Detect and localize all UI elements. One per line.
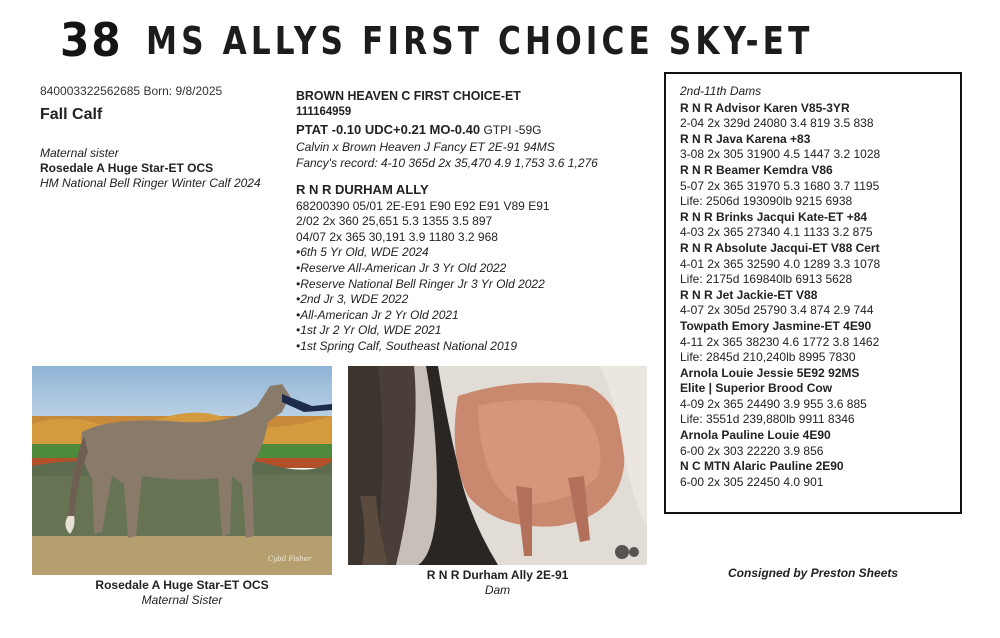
ancestral-dam-record: Life: 3551d 239,880lb 9911 8346 [680, 412, 855, 427]
dam-block [296, 182, 550, 355]
maternal-sister-label: Maternal sister [40, 146, 119, 160]
ancestral-dam-name: R N R Absolute Jacqui-ET V88 Cert [680, 240, 880, 255]
ancestral-dam-name: R N R Beamer Kemdra V86 [680, 162, 833, 177]
ancestral-dam-record: 4-01 2x 365 32590 4.0 1289 3.3 1078 [680, 256, 881, 271]
ancestral-dam-record: 6-00 2x 305 22450 4.0 901 [680, 474, 824, 489]
svg-text:Cybil Fisher: Cybil Fisher [268, 555, 312, 563]
sire-registration: 111164959 [296, 104, 352, 118]
lot-number: 38 [60, 13, 123, 67]
dam-honor: •1st Jr 2 Yr Old, WDE 2021 [296, 323, 442, 338]
ancestral-dam-record: 6-00 2x 303 22220 3.9 856 [680, 443, 824, 458]
sire-gtpi: GTPI -59G [480, 123, 542, 137]
dams-list [680, 101, 960, 491]
dam-name: R N R DURHAM ALLY [296, 182, 429, 197]
dam-honor: •2nd Jr 3, WDE 2022 [296, 292, 409, 307]
ancestral-dam-name: R N R Jet Jackie-ET V88 [680, 287, 818, 302]
dams-heading: 2nd-11th Dams [680, 84, 762, 98]
ancestral-dam-name: R N R Java Karena +83 [680, 131, 811, 146]
dam-photo [348, 366, 647, 565]
ancestral-dam-record: Life: 2845d 210,240lb 8995 7830 [680, 350, 856, 365]
caption-dam-role: Dam [484, 583, 511, 597]
dam-line: 2/02 2x 360 25,651 5.3 1355 3.5 897 [296, 214, 493, 229]
ancestral-dam-name: Arnola Pauline Louie 4E90 [680, 428, 831, 443]
ancestral-dam-record: 2-04 2x 329d 24080 3.4 819 3.5 838 [680, 116, 874, 131]
maternal-sister-caption [32, 578, 332, 608]
maternal-sister-award: HM National Bell Ringer Winter Calf 2024 [40, 176, 261, 190]
ancestral-dam-name: R N R Advisor Karen V85-3YR [680, 100, 850, 115]
sire-pedigree: Calvin x Brown Heaven J Fancy ET 2E-91 94MS [296, 140, 555, 154]
ancestral-dam-record: 3-08 2x 305 31900 4.5 1447 3.2 1028 [680, 147, 881, 162]
consignor-line: Consigned by Preston Sheets [728, 566, 899, 580]
caption-sister-role: Maternal Sister [141, 593, 223, 607]
ancestral-dam-name: Towpath Emory Jasmine-ET 4E90 [680, 318, 872, 333]
dam-caption [348, 568, 647, 598]
ancestral-dam-record: Life: 2175d 169840lb 6913 5628 [680, 272, 853, 287]
dam-honor: •6th 5 Yr Old, WDE 2024 [296, 245, 429, 260]
dam-honor: •All-American Jr 2 Yr Old 2021 [296, 307, 459, 322]
caption-dam-name: R N R Durham Ally 2E-91 [426, 568, 569, 582]
sire-ptat: PTAT -0.10 UDC+0.21 MO-0.40 [296, 122, 481, 137]
ancestral-dam-name: Elite | Superior Brood Cow [680, 381, 833, 396]
sire-genomics [296, 122, 541, 139]
sire-dam-record: Fancy's record: 4-10 365d 2x 35,470 4.9 1,753 3.6 1,276 [296, 156, 598, 170]
ancestral-dam-record: 4-07 2x 305d 25790 3.4 874 2.9 744 [680, 303, 874, 318]
dam-honor: •Reserve All-American Jr 3 Yr Old 2022 [296, 260, 507, 275]
ancestral-dam-name: R N R Brinks Jacqui Kate-ET +84 [680, 209, 868, 224]
maternal-sister-photo [32, 366, 332, 575]
registration-born-line: 840003322562685 Born: 9/8/2025 [40, 84, 223, 98]
ancestral-dam-record: 4-03 2x 365 27340 4.1 1133 3.2 875 [680, 225, 873, 240]
sire-name: BROWN HEAVEN C FIRST CHOICE-ET [296, 88, 521, 103]
class-label: Fall Calf [40, 106, 103, 123]
dam-honor: •1st Spring Calf, Southeast National 2019 [296, 338, 518, 353]
caption-sister-name: Rosedale A Huge Star-ET OCS [95, 578, 269, 592]
maternal-sister-name: Rosedale A Huge Star-ET OCS [40, 161, 214, 175]
ancestral-dams-box [664, 72, 962, 514]
ancestral-dam-name: Arnola Louie Jessie 5E92 92MS [680, 365, 860, 380]
dam-honor: •Reserve National Bell Ringer Jr 3 Yr Old 2022 [296, 276, 545, 291]
ancestral-dam-record: 5-07 2x 365 31970 5.3 1680 3.7 1195 [680, 178, 880, 193]
ancestral-dam-record: 4-09 2x 365 24490 3.9 955 3.6 885 [680, 396, 867, 411]
ancestral-dam-record: 4-11 2x 365 38230 4.6 1772 3.8 1462 [680, 334, 880, 349]
dam-line: 04/07 2x 365 30,191 3.9 1180 3.2 968 [296, 229, 498, 244]
lot-title: MS ALLYS FIRST CHOICE SKY-ET [146, 19, 814, 63]
dam-line: 68200390 05/01 2E-E91 E90 E92 E91 V89 E91 [296, 198, 550, 213]
ancestral-dam-name: N C MTN Alaric Pauline 2E90 [680, 459, 844, 474]
ancestral-dam-record: Life: 2506d 193090lb 9215 6938 [680, 194, 853, 209]
